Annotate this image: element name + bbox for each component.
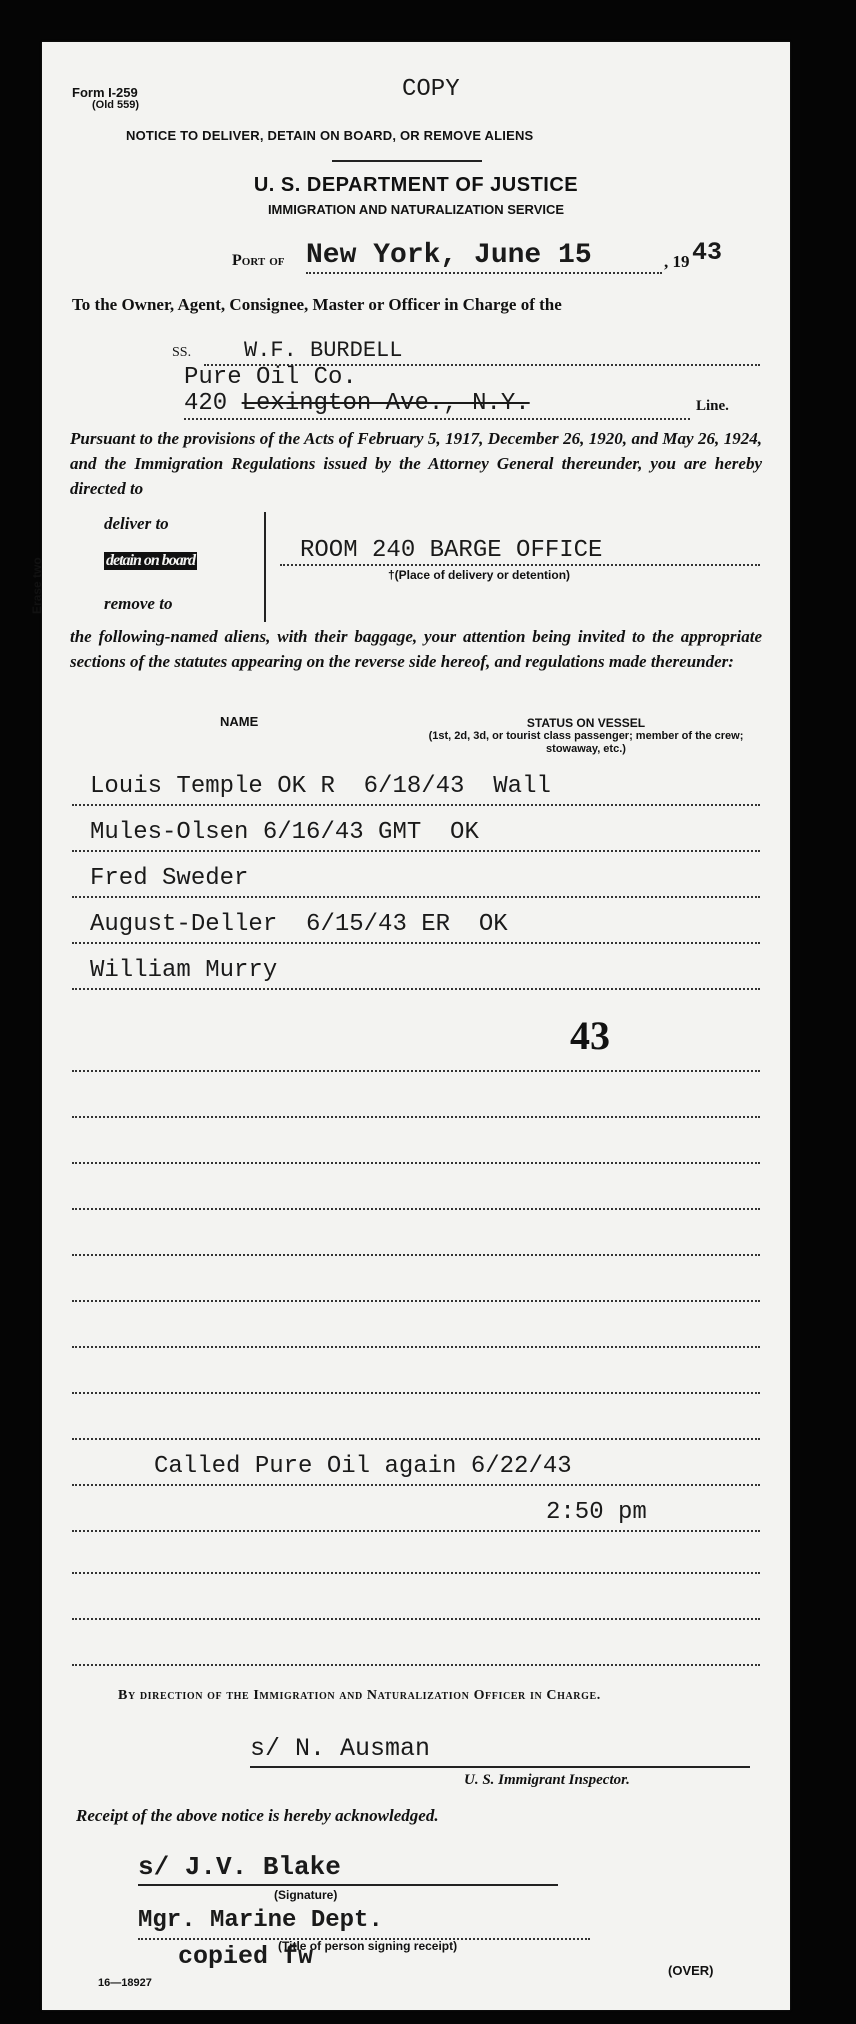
copied-note: copied fw bbox=[178, 1942, 314, 1971]
addressee-line: To the Owner, Agent, Consignee, Master or Officer in Charge of the bbox=[72, 295, 562, 314]
column-status-header: STATUS ON VESSEL bbox=[526, 716, 646, 730]
alien-row[interactable] bbox=[72, 862, 760, 898]
place-caption: †(Place of delivery or detention) bbox=[388, 568, 571, 582]
title-caption: (Title of person signing receipt) bbox=[278, 1939, 458, 1953]
alien-row[interactable] bbox=[72, 908, 760, 944]
port-date-field[interactable]: New York, June 15 bbox=[306, 240, 662, 274]
alien-row[interactable] bbox=[72, 816, 760, 852]
owner-address-number: 420 bbox=[184, 390, 228, 417]
blank-row-line[interactable] bbox=[72, 1664, 760, 1666]
department-title: U. S. DEPARTMENT OF JUSTICE bbox=[253, 174, 579, 196]
blank-row-line[interactable] bbox=[72, 1572, 760, 1574]
receipt-title: Mgr. Marine Dept. bbox=[138, 1907, 383, 1934]
option-deliver: deliver to bbox=[104, 514, 169, 533]
place-value: ROOM 240 BARGE OFFICE bbox=[300, 537, 603, 564]
year-field[interactable]: 43 bbox=[692, 238, 723, 267]
blank-row-line[interactable] bbox=[72, 1254, 760, 1256]
owner-address-field[interactable] bbox=[184, 390, 690, 420]
blank-row-line[interactable] bbox=[72, 1392, 760, 1394]
note-row[interactable] bbox=[72, 1450, 760, 1486]
header-rule bbox=[332, 160, 482, 162]
following-paragraph: the following-named aliens, with their baggage, your attention being invited to the appropriate sections of the statutes appearing on the reverse side hereof, and regulations made thereunder: bbox=[70, 627, 762, 671]
vessel-name-field[interactable] bbox=[204, 338, 760, 366]
line-label: Line. bbox=[696, 398, 729, 414]
alien-row[interactable] bbox=[72, 954, 760, 990]
footer-code: 16—18927 bbox=[98, 1977, 152, 1989]
form-number: Form I-259 bbox=[72, 85, 138, 100]
blank-row-line[interactable] bbox=[72, 1438, 760, 1440]
vessel-name: W.F. BURDELL bbox=[244, 338, 403, 363]
note-line-1: Called Pure Oil again 6/22/43 bbox=[154, 1453, 572, 1480]
erase-two-label: Erase two bbox=[30, 557, 44, 614]
blank-row-line[interactable] bbox=[72, 1208, 760, 1210]
alien-entry: Mules-Olsen 6/16/43 GMT OK bbox=[90, 819, 479, 846]
blank-row-line[interactable] bbox=[72, 1162, 760, 1164]
receipt-text: Receipt of the above notice is hereby acknowledged. bbox=[76, 1806, 439, 1825]
form-page bbox=[30, 42, 790, 2010]
column-status-note: (1st, 2d, 3d, or tourist class passenger; member of the crew; stowaway, etc.) bbox=[428, 730, 744, 755]
note-row[interactable] bbox=[72, 1496, 760, 1532]
notice-title: NOTICE TO DELIVER, DETAIN ON BOARD, OR REMOVE ALIENS bbox=[126, 128, 534, 143]
inspector-title: U. S. Immigrant Inspector. bbox=[464, 1772, 630, 1788]
receipt-signature-field[interactable] bbox=[138, 1850, 558, 1886]
owner-address-struck: Lexington Ave., N.Y. bbox=[241, 390, 530, 417]
option-bracket bbox=[264, 512, 266, 622]
ss-label: SS. bbox=[172, 345, 192, 360]
alien-entry: Louis Temple OK R 6/18/43 Wall bbox=[90, 773, 551, 800]
option-detain-struck: detain on board bbox=[106, 552, 196, 569]
service-title: IMMIGRATION AND NATURALIZATION SERVICE bbox=[267, 202, 565, 217]
pursuant-paragraph: Pursuant to the provisions of the Acts of February 5, 1917, December 26, 1920, and May 26, 1924, and the Immigration Regulations issued by the Attorney General thereunder, you are hereby directed to bbox=[70, 429, 762, 498]
blank-row-line[interactable] bbox=[72, 1300, 760, 1302]
option-remove: remove to bbox=[104, 594, 173, 613]
copy-stamp: COPY bbox=[402, 76, 460, 103]
inspector-signature: s/ N. Ausman bbox=[250, 1734, 431, 1763]
alien-entry: August-Deller 6/15/43 ER OK bbox=[90, 911, 508, 938]
owner-name: Pure Oil Co. bbox=[184, 364, 357, 391]
inspector-signature-field[interactable] bbox=[250, 1732, 750, 1768]
year-prefix: , 19 bbox=[664, 252, 690, 271]
blank-row-line[interactable] bbox=[72, 1618, 760, 1620]
blank-row-line[interactable] bbox=[72, 1346, 760, 1348]
alien-row[interactable] bbox=[72, 770, 760, 806]
alien-entry: Fred Sweder bbox=[90, 865, 249, 892]
blank-row-line[interactable] bbox=[72, 1070, 760, 1072]
note-line-2: 2:50 pm bbox=[546, 1499, 647, 1526]
by-direction-text: By direction of the Immigration and Naturalization Officer in Charge. bbox=[118, 1688, 601, 1703]
port-label: Port of bbox=[232, 252, 285, 269]
receipt-title-field[interactable] bbox=[138, 1904, 590, 1940]
form-old-number: (Old 559) bbox=[92, 99, 140, 111]
receipt-signature: s/ J.V. Blake bbox=[138, 1852, 341, 1882]
blank-row-line[interactable] bbox=[72, 1116, 760, 1118]
alien-entry: William Murry bbox=[90, 957, 278, 984]
signature-caption: (Signature) bbox=[274, 1888, 338, 1902]
handwritten-number: 43 bbox=[570, 1013, 610, 1058]
column-name-header: NAME bbox=[220, 714, 259, 729]
over-label: (OVER) bbox=[668, 1963, 714, 1978]
place-field[interactable] bbox=[280, 538, 760, 566]
